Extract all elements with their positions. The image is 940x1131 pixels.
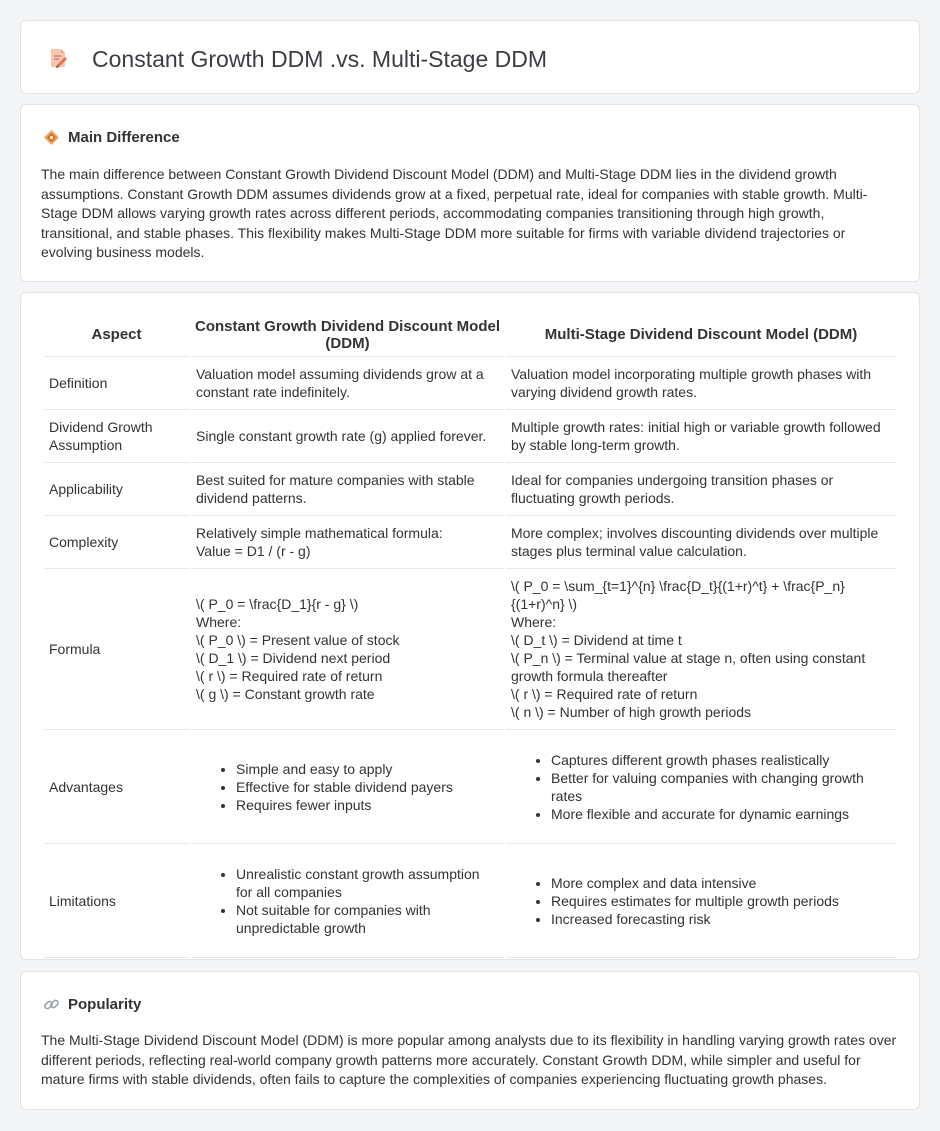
- header-card: [20, 20, 920, 94]
- table-row: [44, 730, 896, 844]
- advantages-list: [511, 751, 891, 823]
- multi-cell: [506, 730, 896, 844]
- multi-cell: [506, 844, 896, 958]
- document-edit-icon: [48, 47, 68, 69]
- formula-line: \( P_0 = \frac{D_1}{r - g} \): [196, 596, 359, 612]
- row-aspect: Complexity: [44, 516, 189, 569]
- formula-line: \( g \) = Constant growth rate: [196, 686, 375, 702]
- row-aspect: Dividend Growth Assumption: [44, 410, 189, 463]
- row-aspect: Formula: [44, 569, 189, 730]
- multi-cell: Valuation model incorporating multiple growth phases with varying dividend growth rates.: [506, 357, 896, 410]
- formula-line: Where:: [511, 614, 557, 630]
- constant-cell: [191, 844, 504, 958]
- list-item: • Not suitable for companies with unpredictable growth: [236, 901, 499, 937]
- list-item: • Increased forecasting risk: [551, 910, 891, 928]
- comparison-table: [42, 313, 898, 958]
- constant-cell: [191, 516, 504, 569]
- list-item: • More complex and data intensive: [551, 874, 891, 892]
- constant-cell: [191, 569, 504, 730]
- formula-line: \( r \) = Required rate of return: [511, 686, 698, 702]
- formula-line: \( n \) = Number of high growth periods: [511, 704, 752, 720]
- popularity-header: [43, 993, 141, 1015]
- multi-cell: Ideal for companies undergoing transition phases or fluctuating growth periods.: [506, 463, 896, 516]
- popularity-title: Popularity: [68, 995, 142, 1013]
- table-row: [44, 463, 896, 516]
- formula-line: \( P_0 = \sum_{t=1}^{n} \frac{D_t}{(1+r)^t} + \frac{P_n}{(1+r)^n} \): [511, 578, 845, 612]
- header-aspect: Aspect: [44, 313, 189, 357]
- complexity-line: Relatively simple mathematical formula:: [196, 525, 443, 541]
- main-difference-header: [43, 126, 180, 148]
- diamond-icon: [43, 129, 60, 146]
- list-item: • Requires fewer inputs: [236, 796, 499, 814]
- formula-line: \( D_1 \) = Dividend next period: [196, 650, 391, 666]
- formula-line: \( P_0 \) = Present value of stock: [196, 632, 400, 648]
- table-row: [44, 357, 896, 410]
- constant-cell: [191, 730, 504, 844]
- main-difference-title: Main Difference: [68, 128, 180, 146]
- main-difference-text: The main difference between Constant Growth Dividend Discount Model (DDM) and Multi-Stage DDM lies in the dividend growth assumptions. Constant Growth DDM assumes dividends grow at a fixed, perpetual rate, ideal for companies with stable growth. Multi-Stage DDM allows varying growth rates across different periods, accommodating companies transitioning through high growth, transitional, and stable phases. This flexibility makes Multi-Stage DDM more suitable for firms with variable dividend trajectories or evolving business models.: [41, 166, 868, 261]
- limitations-list: [196, 865, 499, 937]
- constant-cell: Valuation model assuming dividends grow at a constant rate indefinitely.: [191, 357, 504, 410]
- popularity-section: [20, 971, 920, 1110]
- list-item: • Captures different growth phases realistically: [551, 751, 891, 769]
- list-item: • Unrealistic constant growth assumption for all companies: [236, 865, 499, 901]
- formula-line: \( P_n \) = Terminal value at stage n, often using constant growth formula thereafter: [511, 650, 866, 684]
- advantages-list: [196, 760, 499, 814]
- limitations-list: [511, 874, 891, 928]
- multi-cell: [506, 569, 896, 730]
- row-aspect: Limitations: [44, 844, 189, 958]
- multi-cell: More complex; involves discounting dividends over multiple stages plus terminal value calculation.: [506, 516, 896, 569]
- main-difference-section: [20, 104, 920, 282]
- popularity-text: The Multi-Stage Dividend Discount Model (DDM) is more popular among analysts due to its flexibility in handling varying growth rates over different periods, reflecting real-world company growth patterns more accurately. Constant Growth DDM, while simpler and useful for mature firms with stable dividends, often fails to capture the complexities of companies experiencing fluctuating growth phases.: [41, 1032, 897, 1088]
- constant-cell: Best suited for mature companies with stable dividend patterns.: [191, 463, 504, 516]
- header-constant-growth: Constant Growth Dividend Discount Model (DDM): [191, 313, 504, 357]
- comparison-table-section: [20, 292, 920, 960]
- formula-line: \( D_t \) = Dividend at time t: [511, 632, 682, 648]
- complexity-formula: Value = D1 / (r - g): [196, 543, 311, 559]
- list-item: • Effective for stable dividend payers: [236, 778, 499, 796]
- table-row: [44, 516, 896, 569]
- list-item: • Better for valuing companies with changing growth rates: [551, 769, 891, 805]
- row-aspect: Applicability: [44, 463, 189, 516]
- row-aspect: Definition: [44, 357, 189, 410]
- list-item: • Simple and easy to apply: [236, 760, 499, 778]
- constant-cell: Single constant growth rate (g) applied forever.: [191, 410, 504, 463]
- multi-cell: Multiple growth rates: initial high or variable growth followed by stable long-term growth.: [506, 410, 896, 463]
- formula-line: \( r \) = Required rate of return: [196, 668, 383, 684]
- table-row: [44, 569, 896, 730]
- row-aspect: Advantages: [44, 730, 189, 844]
- header-multi-stage: Multi-Stage Dividend Discount Model (DDM): [506, 313, 896, 357]
- table-row: [44, 844, 896, 958]
- link-icon: [43, 996, 60, 1013]
- table-row: [44, 410, 896, 463]
- page-title: Constant Growth DDM .vs. Multi-Stage DDM: [92, 46, 548, 72]
- list-item: • Requires estimates for multiple growth periods: [551, 892, 891, 910]
- list-item: • More flexible and accurate for dynamic earnings: [551, 805, 891, 823]
- formula-line: Where:: [196, 614, 242, 630]
